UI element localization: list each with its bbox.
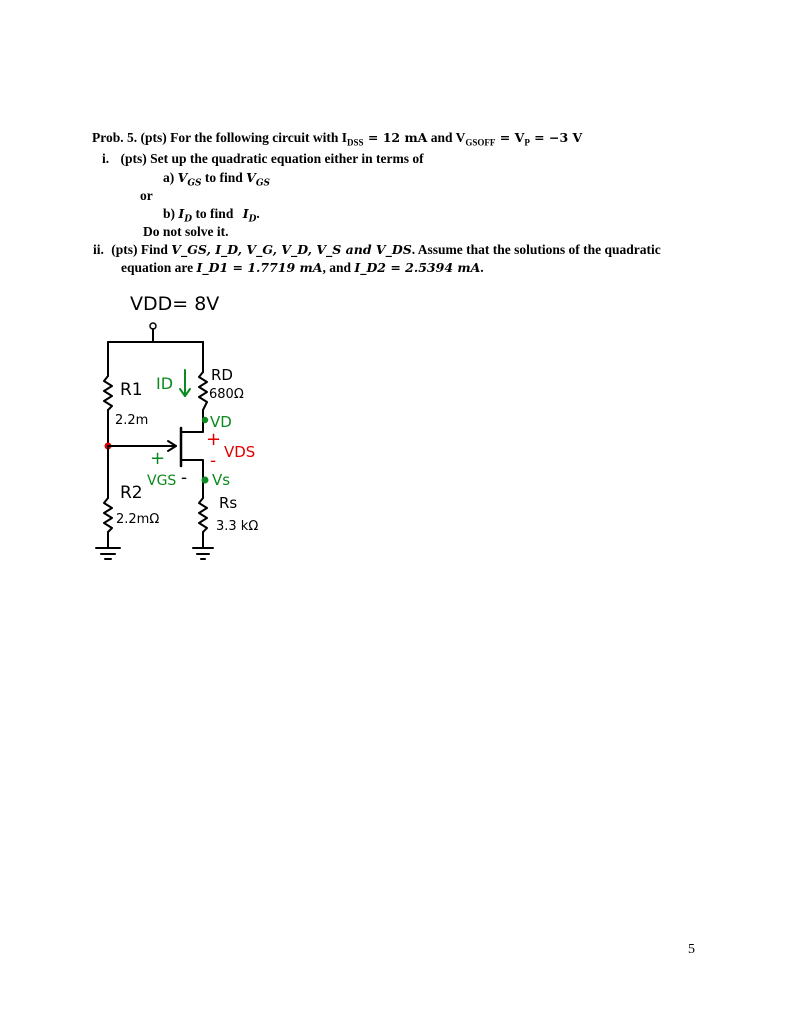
rd-resistor (199, 372, 207, 410)
option-b-target: $I_D$ (242, 206, 257, 225)
vp-eq-2: = −3 V (529, 130, 583, 145)
do-not-solve: Do not solve it. (143, 224, 229, 239)
r1-resistor (104, 376, 112, 410)
page-number: 5 (688, 942, 695, 957)
vds-label: VDS (224, 443, 256, 461)
vgs-label: VGS (147, 473, 177, 489)
option-b-var: $I_D$ (178, 206, 193, 225)
part-ii-line2-start: equation are (121, 260, 197, 275)
vd-node (203, 418, 207, 422)
r1-name: R1 (120, 380, 143, 400)
drain-lead (181, 410, 203, 432)
option-a-mid: to find (201, 170, 247, 185)
id1-solution: I_D1 = 1.7719 mA (196, 260, 323, 275)
part-ii-vars: V_GS, I_D, V_G, V_D, V_S and V_DS (171, 242, 412, 257)
rd-value: 680Ω (209, 387, 244, 402)
r2-resistor (104, 498, 112, 532)
id2-solution: I_D2 = 2.5394 mA (354, 260, 481, 275)
part-ii-text-end: . Assume that the solutions of the quadratic (411, 242, 661, 257)
part-i-number: i. (102, 151, 110, 166)
option-a-target: $V_{GS}$ (246, 170, 271, 189)
r2-value: 2.2mΩ (116, 512, 160, 527)
id-label: ID (156, 374, 174, 393)
vgsoff-subscript: GSOFF (465, 137, 496, 148)
part-ii-number: ii. (93, 242, 104, 257)
vp-subscript: P (524, 137, 530, 148)
rs-value: 3.3 kΩ (216, 519, 259, 534)
vd-label: VD (210, 413, 232, 431)
rd-name: RD (211, 366, 233, 384)
part-ii-line-2: equation are I_D1 = 1.7719 mA, and I_D2 = 2.5394 mA. (121, 260, 484, 275)
header-prefix: Prob. 5. (pts) For the following circuit with I (92, 130, 347, 145)
rs-name: Rs (219, 494, 238, 512)
vp-eq-1: = V (495, 130, 525, 145)
option-b-mid: to find (192, 206, 237, 221)
r1-value: 2.2m (115, 413, 149, 428)
or-text: or (140, 188, 153, 203)
option-a-label: a) (163, 170, 175, 185)
vgs-minus: - (181, 468, 188, 488)
part-ii-text-start: (pts) Find (111, 242, 172, 257)
vgs-plus: + (150, 448, 166, 469)
part-ii-sep: , and (322, 260, 355, 275)
rs-resistor (199, 498, 207, 532)
vs-node (203, 478, 208, 483)
r2-name: R2 (120, 483, 143, 503)
vdd-label: VDD= 8V (130, 293, 220, 315)
part-i-b: b) $I_D$ to find $I_D$. (163, 206, 260, 225)
part-i-text: (pts) Set up the quadratic equation either in terms of (120, 151, 424, 166)
vds-plus: + (206, 429, 222, 450)
option-b-label: b) (163, 206, 176, 221)
vs-label: Vs (212, 471, 231, 489)
idss-subscript: DSS (347, 137, 364, 148)
header-and: and V (427, 130, 466, 145)
option-a-var: $V_{GS}$ (177, 170, 202, 189)
vds-minus: - (210, 451, 217, 471)
idss-value: = 12 mA (363, 130, 428, 145)
